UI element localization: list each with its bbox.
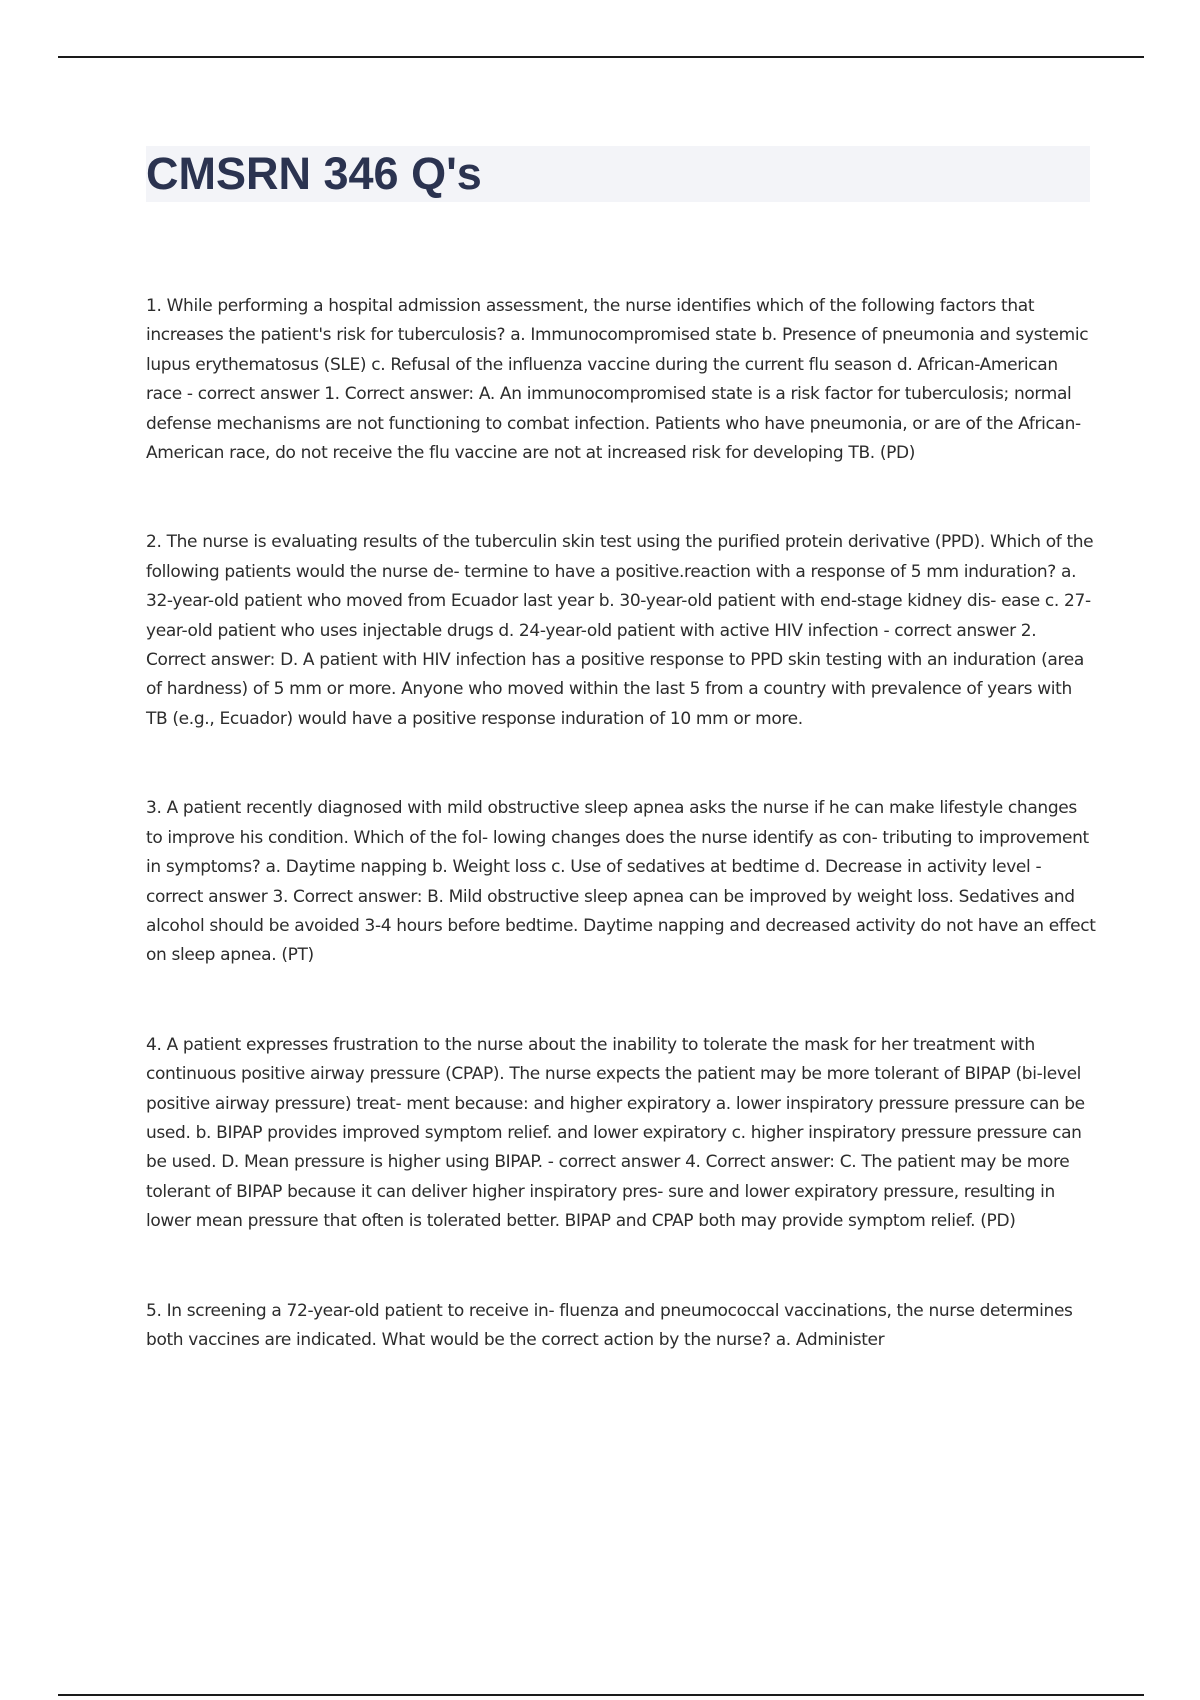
- question-4: 4. A patient expresses frustration to the nurse about the inability to tolerate the mask for her treatment with continuous positive airway pressure (CPAP). The nurse expects the patient may be more tolerant of BIPAP (bi-level positive airway pressure) treat- ment because: and higher expiratory a. lower inspiratory pressure pressure can be used. b. BIPAP provides improved symptom relief. and lower expiratory c. higher inspiratory pressure pressure can be used. D. Mean pressure is higher using BIPAP. - correct answer 4. Correct answer: C. The patient may be more tolerant of BIPAP because it can deliver higher inspiratory pres- sure and lower expiratory pressure, resulting in lower mean pressure that often is tolerated better. BIPAP and CPAP both may provide symptom relief. (PD): [146, 1034, 1085, 1232]
- bottom-rule: [58, 1694, 1144, 1696]
- question-2: 2. The nurse is evaluating results of the tuberculin skin test using the purified protein derivative (PPD). Which of the following patients would the nurse de- termine to have a positive.reaction with a response of 5 mm induration? a. 32-year-old patient who moved from Ecuador last year b. 30-year-old patient with end-stage kidney dis- ease c. 27-year-old patient who uses injectable drugs d. 24-year-old patient with active HIV infection - correct answer 2. Correct answer: D. A patient with HIV infection has a positive response to PPD skin testing with an induration (area of hardness) of 5 mm or more. Anyone who moved within the last 5 from a country with prevalence of years with TB (e.g., Ecuador) would have a positive response induration of 10 mm or more.: [146, 532, 1094, 729]
- top-rule: [58, 56, 1144, 58]
- question-list: [146, 292, 1096, 1415]
- question-3: 3. A patient recently diagnosed with mild obstructive sleep apnea asks the nurse if he can make lifestyle changes to improve his condition. Which of the fol- lowing changes does the nurse identify as con- tributing to improvement in symptoms? a. Daytime napping b. Weight loss c. Use of sedatives at bedtime d. Decrease in activity level - correct answer 3. Correct answer: B. Mild obstructive sleep apnea can be improved by weight loss. Sedatives and alcohol should be avoided 3-4 hours before bedtime. Daytime napping and decreased activity do not have an effect on sleep apnea. (PT): [146, 798, 1096, 966]
- document-title: CMSRN 346 Q's: [146, 148, 482, 199]
- question-5: 5. In screening a 72-year-old patient to receive in- fluenza and pneumococcal vaccinations, the nurse determines both vaccines are indicated. What would be the correct action by the nurse? a. Administer: [146, 1300, 1073, 1350]
- question-1: 1. While performing a hospital admission assessment, the nurse identifies which of the following factors that increases the patient's risk for tuberculosis? a. Immunocompromised state b. Presence of pneumonia and systemic lupus erythematosus (SLE) c. Refusal of the influenza vaccine during the current flu season d. African-American race - correct answer 1. Correct answer: A. An immunocompromised state is a risk factor for tuberculosis; normal defense mechanisms are not functioning to combat infection. Patients who have pneumonia, or are of the African-American race, do not receive the flu vaccine are not at increased risk for developing TB. (PD): [146, 296, 1089, 464]
